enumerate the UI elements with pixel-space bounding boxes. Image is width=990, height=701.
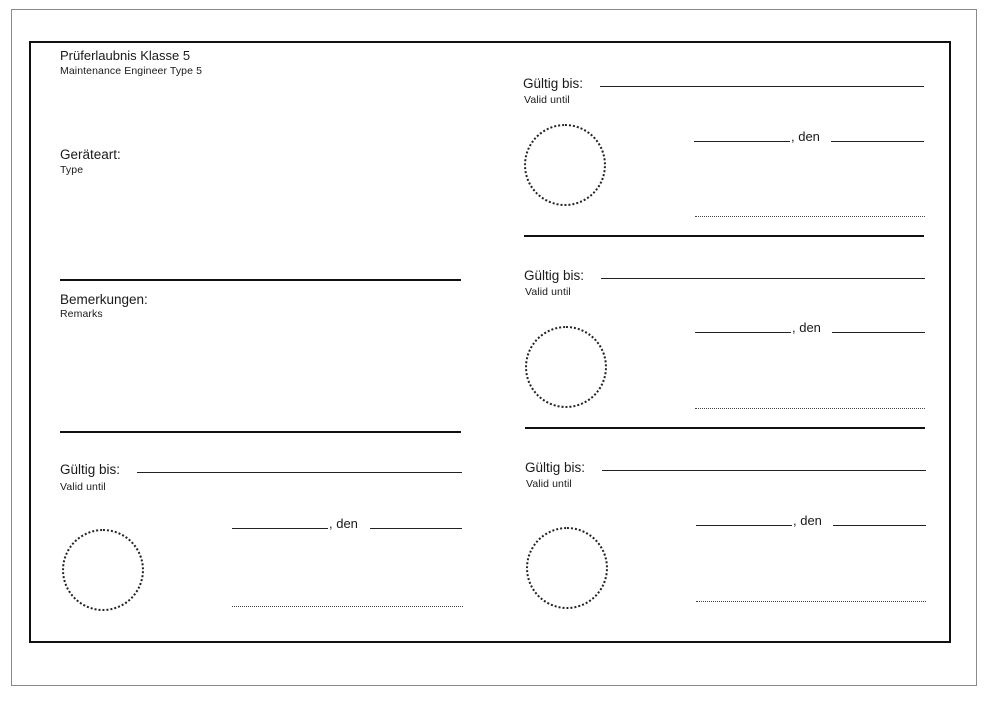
valid-until-sublabel: Valid until [525,286,571,298]
valid-until-sublabel: Valid until [60,481,106,493]
valid-until-line[interactable] [137,472,462,473]
valid-until-label: Gültig bis: [523,76,584,91]
stamp-circle [526,527,608,609]
type-divider [60,279,461,281]
signature-line[interactable] [696,601,926,602]
den-label: , den [792,320,821,335]
remarks-divider [60,431,461,433]
remarks-sublabel: Remarks [60,308,103,320]
stamp-circle [524,124,606,206]
date-line[interactable] [831,141,924,142]
stamp-circle [62,529,144,611]
valid-until-sublabel: Valid until [524,94,570,106]
valid-until-label: Gültig bis: [524,268,585,283]
valid-until-label: Gültig bis: [525,460,586,475]
signature-line[interactable] [695,216,925,217]
signature-line[interactable] [232,606,463,607]
type-label: Geräteart: [60,147,121,162]
remarks-label: Bemerkungen: [60,292,148,307]
place-line[interactable] [695,332,791,333]
den-label: , den [793,513,822,528]
place-line[interactable] [696,525,792,526]
license-card [29,41,951,643]
stamp-circle [525,326,607,408]
block-divider [525,427,925,429]
date-line[interactable] [832,332,925,333]
date-line[interactable] [833,525,926,526]
valid-until-sublabel: Valid until [526,478,572,490]
valid-until-label: Gültig bis: [60,462,121,477]
card-subtitle: Maintenance Engineer Type 5 [60,65,203,77]
place-line[interactable] [694,141,790,142]
block-divider [524,235,924,237]
card-title: Prüferlaubnis Klasse 5 [60,48,191,63]
valid-until-line[interactable] [602,470,926,471]
type-sublabel: Type [60,164,84,176]
valid-until-line[interactable] [600,86,924,87]
den-label: , den [791,129,820,144]
valid-until-line[interactable] [601,278,925,279]
den-label: , den [329,516,358,531]
signature-line[interactable] [695,408,925,409]
date-line[interactable] [370,528,462,529]
place-line[interactable] [232,528,328,529]
